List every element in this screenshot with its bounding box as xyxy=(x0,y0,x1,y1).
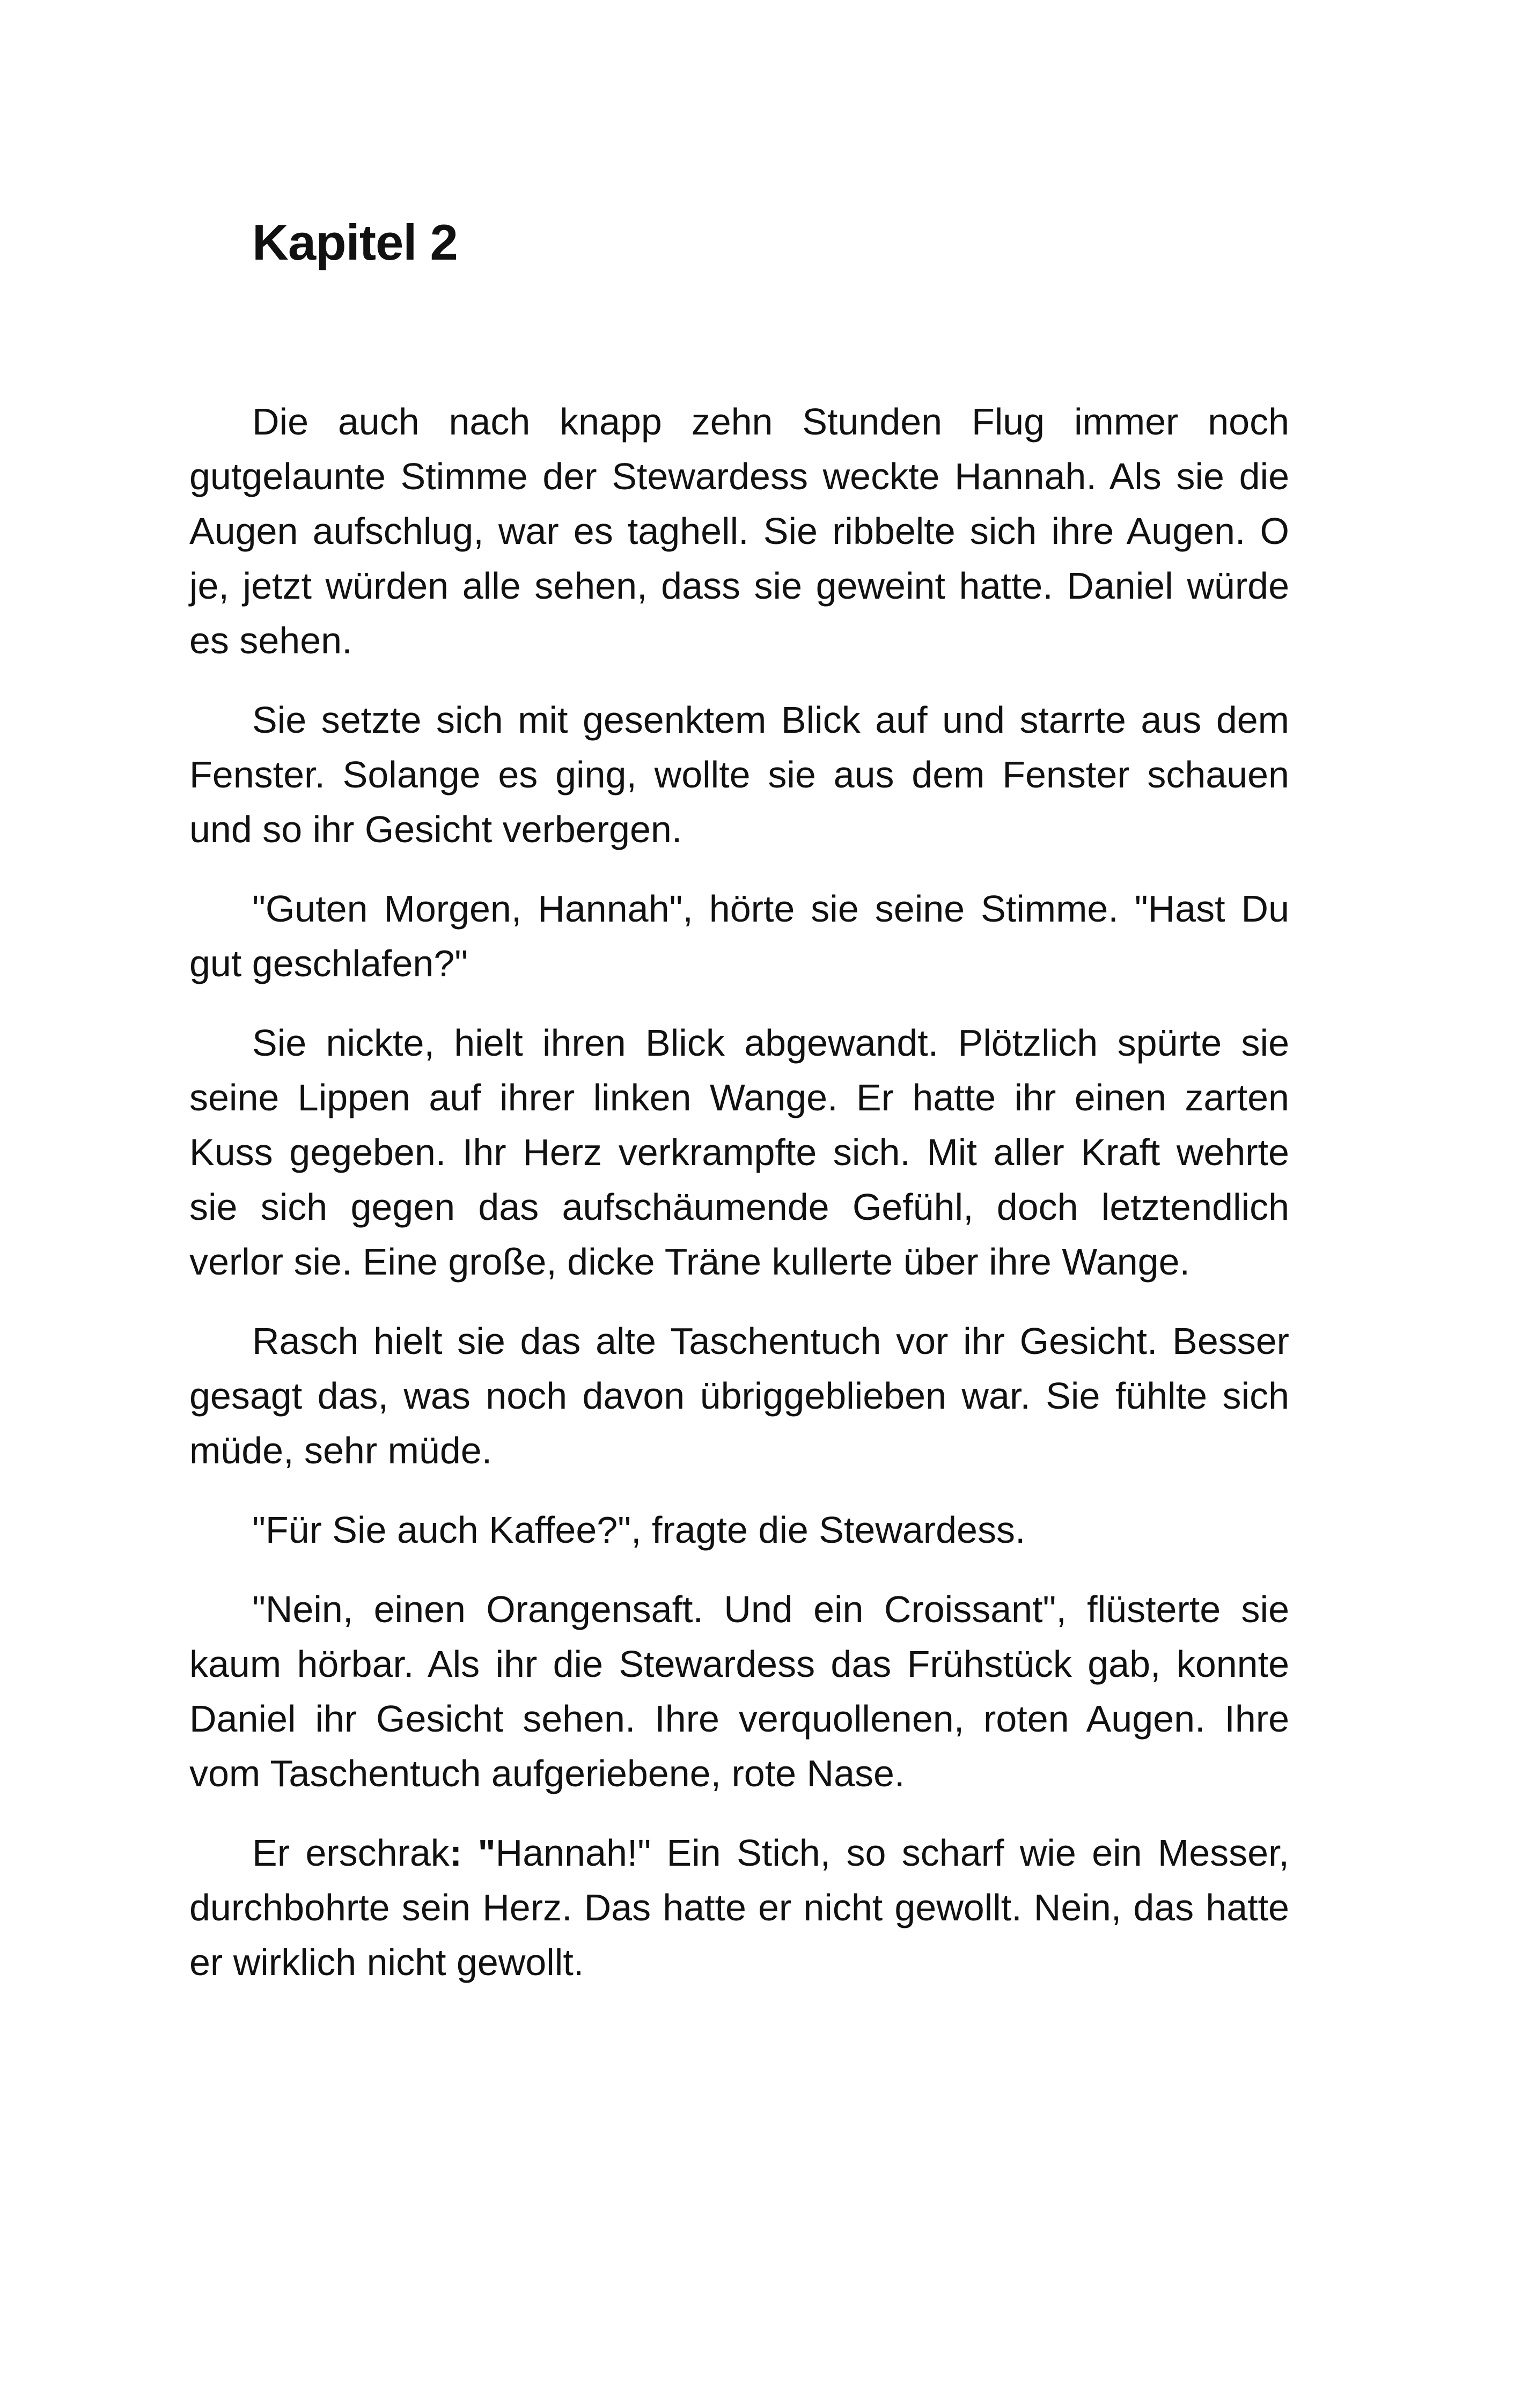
paragraph-4: Sie nickte, hielt ihren Blick abgewandt. Plötzlich spürte sie seine Lippen auf ihrer linken Wange. Er hatte ihr einen zarten Kuss gegeben. Ihr Herz verkrampfte sich. Mit aller Kraft wehrte sie sich gegen das aufschäumende Gefühl, doch letztendlich verlor sie. Eine große, dicke Träne kullerte über ihre Wange. xyxy=(189,1022,1289,1283)
paragraph-1: Die auch nach knapp zehn Stunden Flug immer noch gutgelaunte Stimme der Stewardess weckte Hannah. Als sie die Augen aufschlug, war es taghell. Sie ribbelte sich ihre Augen. O je, jetzt würden alle sehen, dass sie geweint hatte. Daniel würde es sehen. xyxy=(189,401,1289,661)
paragraph-8 xyxy=(189,1825,1289,1990)
paragraph-5: Rasch hielt sie das alte Taschentuch vor ihr Gesicht. Besser gesagt das, was noch davon übriggeblieben war. Sie fühlte sich müde, sehr müde. xyxy=(189,1320,1289,1471)
paragraph-8-quote-mark: " xyxy=(477,1832,496,1874)
paragraph-6: "Für Sie auch Kaffee?", fragte die Stewardess. xyxy=(252,1509,1026,1551)
paragraph-2: Sie setzte sich mit gesenktem Blick auf und starrte aus dem Fenster. Solange es ging, wollte sie aus dem Fenster schauen und so ihr Gesicht verbergen. xyxy=(189,699,1289,850)
paragraph-8-colon: : xyxy=(449,1832,462,1874)
paragraph-8-lead: Er erschrak xyxy=(252,1832,450,1874)
chapter-body xyxy=(189,394,1289,1990)
paragraph-3: "Guten Morgen, Hannah", hörte sie seine Stimme. "Hast Du gut geschlafen?" xyxy=(189,888,1289,984)
paragraph-7: "Nein, einen Orangensaft. Und ein Croissant", flüsterte sie kaum hörbar. Als ihr die Stewardess das Frühstück gab, konnte Daniel ihr Gesicht sehen. Ihre verquollenen, roten Augen. Ihre vom Taschentuch aufgeriebene, rote Nase. xyxy=(189,1588,1289,1794)
paragraph-8-rest: Hannah!" Ein Stich, so scharf wie ein Messer, durchbohrte sein Herz. Das hatte er nicht gewollt. Nein, das hatte er wirklich nicht gewollt. xyxy=(189,1832,1289,1983)
paragraph-8-space xyxy=(462,1832,477,1874)
chapter-title: Kapitel 2 xyxy=(252,214,458,270)
